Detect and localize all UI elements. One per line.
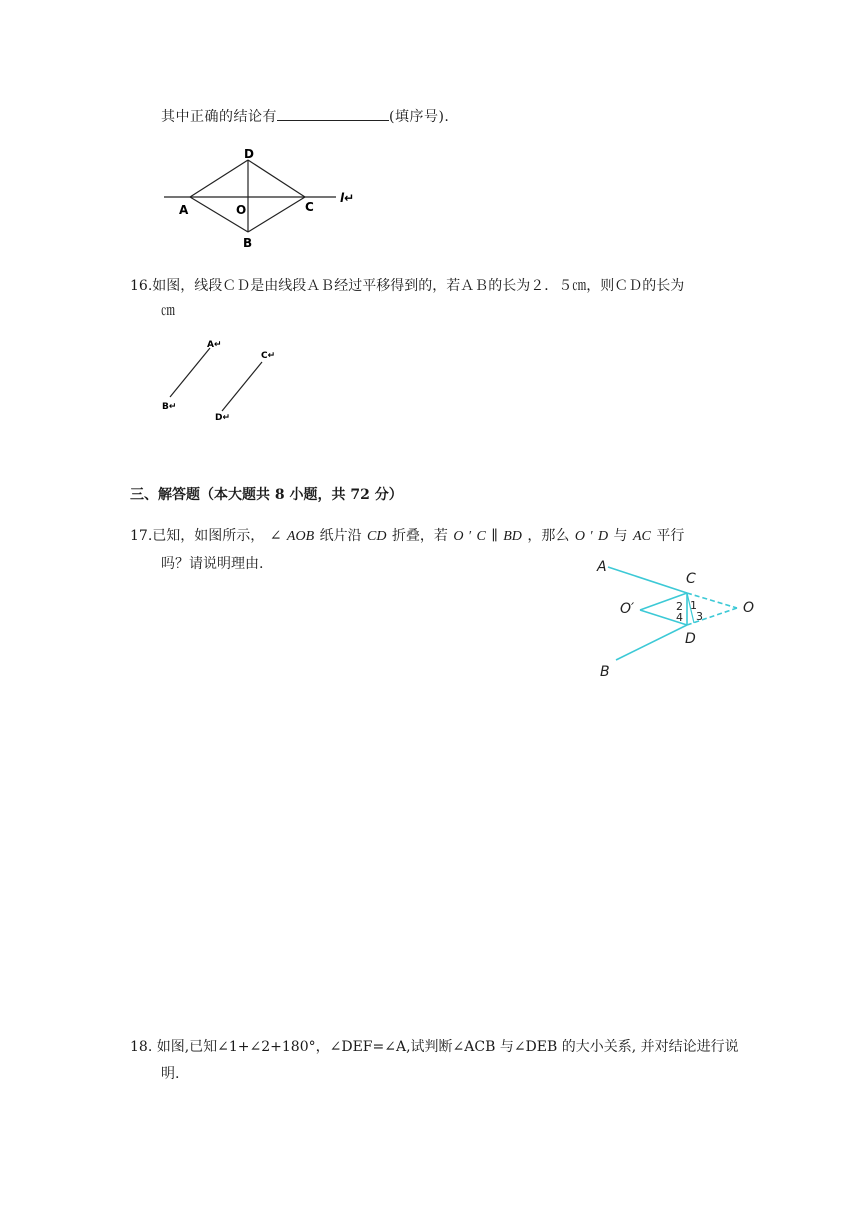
segment-bd: BD xyxy=(503,529,522,544)
q17-text2: 折叠，若 xyxy=(391,528,448,544)
point-c: C xyxy=(476,529,486,544)
angle-label-4: 4 xyxy=(676,611,683,624)
q17-line2: 吗？请说明理由. xyxy=(161,556,264,572)
q17-text4: 与 xyxy=(613,528,628,544)
label-O-prime: O′ xyxy=(620,601,635,617)
label-B: B xyxy=(600,664,610,680)
label-C: C↵ xyxy=(261,351,276,361)
segment-cd: CD xyxy=(367,529,387,544)
label-A: A xyxy=(179,203,189,217)
label-O: O xyxy=(236,203,247,217)
q15-text-before: 其中正确的结论有 xyxy=(161,109,277,125)
angle-label-2: 2 xyxy=(676,600,683,613)
label-B: B xyxy=(243,236,253,250)
q17-intro: 17.已知，如图所示， xyxy=(130,528,265,544)
figure-rhombus xyxy=(150,140,370,255)
o-prime-1: O ′ xyxy=(453,529,472,544)
label-D: D xyxy=(244,147,254,161)
q18-line1: 18. 如图,已知∠1+∠2+180°，∠DEF=∠A,试判断∠ACB 与∠DEB 的大小关系, 并对结论进行说 xyxy=(130,1039,739,1055)
q17-text5: 平行 xyxy=(656,528,685,544)
figure-segments xyxy=(155,335,295,427)
o-prime-2: O ′ xyxy=(574,529,593,544)
segment-ac: AC xyxy=(633,529,651,544)
label-A: A xyxy=(597,559,607,575)
angle-label-1: 1 xyxy=(690,599,697,612)
angle-label-3: 3 xyxy=(696,610,703,623)
q15-text-after: (填序号). xyxy=(389,109,450,125)
label-D: D↵ xyxy=(215,413,231,423)
q16-line1: 16.如图，线段ＣＤ是由线段ＡＢ经过平移得到的，若ＡＢ的长为２．５㎝，则ＣＤ的长为 xyxy=(130,278,685,294)
angle-symbol: ∠ xyxy=(269,528,282,544)
angle-aob: AOB xyxy=(286,529,315,544)
q16-line2: ㎝ xyxy=(161,303,175,319)
label-O: O xyxy=(743,600,755,616)
q18-line2: 明. xyxy=(161,1066,180,1082)
q15-conclusion-line xyxy=(161,106,449,126)
label-C: C xyxy=(686,571,696,587)
point-d: D xyxy=(597,529,609,544)
answer-blank[interactable] xyxy=(277,108,389,121)
figure-fold xyxy=(590,555,770,685)
label-C: C xyxy=(305,200,314,214)
q17-line1 xyxy=(130,525,684,545)
q17-text1: 纸片沿 xyxy=(319,528,362,544)
label-A: A↵ xyxy=(207,340,222,350)
label-B: B↵ xyxy=(162,402,177,412)
label-D: D xyxy=(685,631,696,647)
label-l: l↵ xyxy=(340,191,355,205)
q17-text3: ，那么 xyxy=(527,528,570,544)
section-heading: 三、解答题（本大题共 8 小题，共 72 分） xyxy=(130,487,403,503)
parallel-symbol: ∥ xyxy=(491,528,498,544)
